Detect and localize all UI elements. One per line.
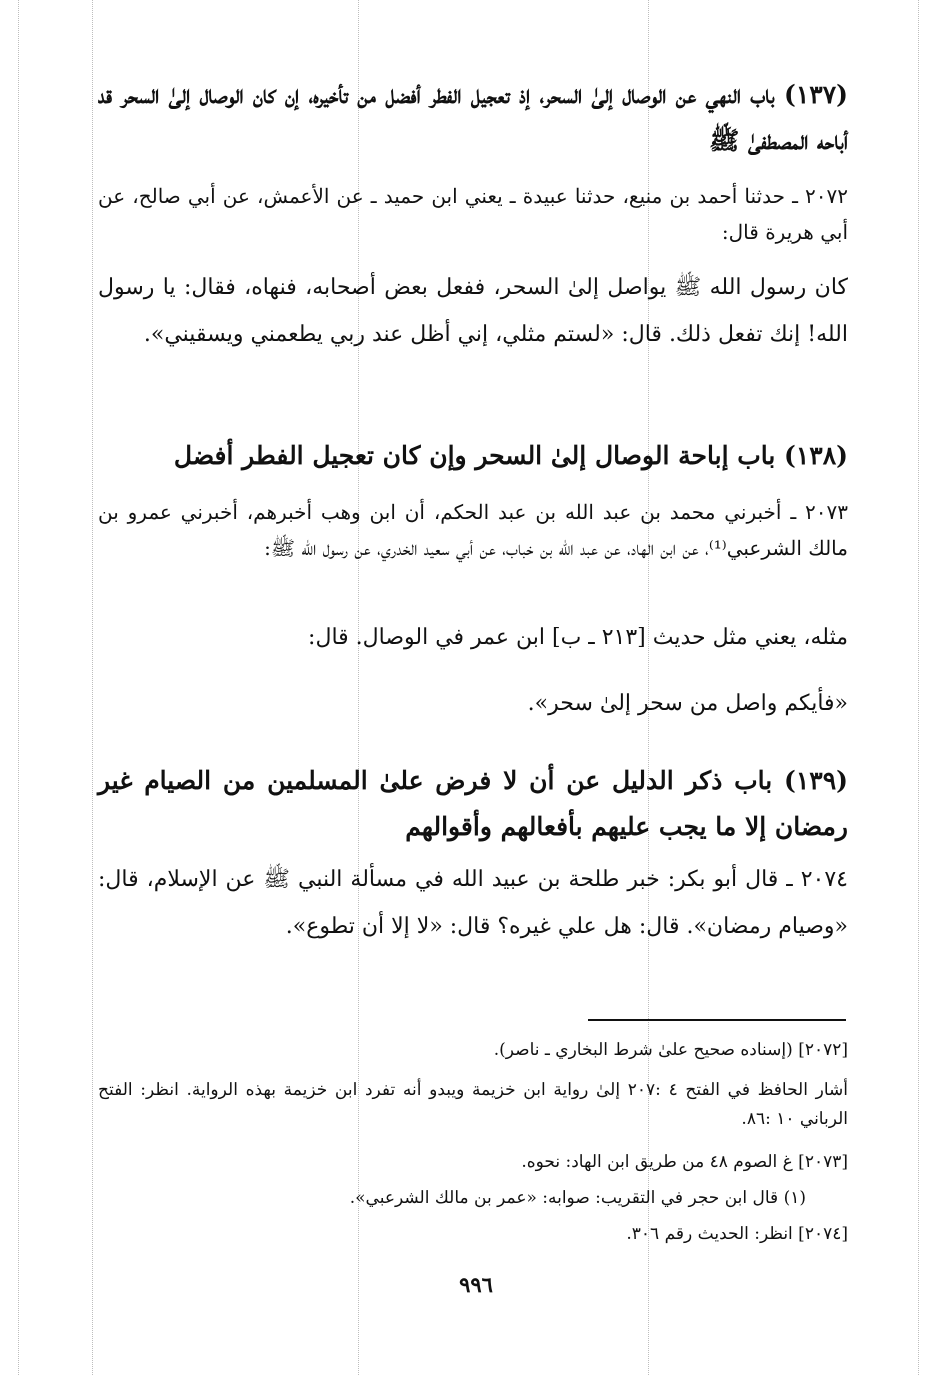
chapter-heading-139: (١٣٩) باب ذكر الدليل عن أن لا فرض علىٰ المسلمين من الصيام غير رمضان إلا ما يجب عليهم بأفعالهم وأقوالهم <box>98 766 848 841</box>
scan-artifact-line <box>18 0 19 1375</box>
hadith-isnad-2073: ٢٠٧٣ ـ أخبرني محمد بن عبد الله بن عبد الحكم، أن ابن وهب أخبرهم، أخبرني عمرو بن مالك الشرعبي⁽¹⁾، عن ابن الهاد، عن عبد الله بن خباب، عن أبي سعيد الخدري، عن رسول الله ﷺ: <box>98 500 848 560</box>
hadith-text-2072: كان رسول الله ﷺ يواصل إلىٰ السحر، ففعل بعض أصحابه، فنهاه، فقال: يا رسول الله! إنك تفعل ذلك. قال: «لستم مثلي، إني أظل عند ربي يطعمني ويسقيني». <box>98 275 848 347</box>
footnote-2074: [٢٠٧٤] انظر: الحديث رقم ٣٠٦. <box>626 1224 848 1244</box>
scan-artifact-line <box>918 0 919 1375</box>
hadith-isnad-2072: ٢٠٧٢ ـ حدثنا أحمد بن منيع، حدثنا عبيدة ـ يعني ابن حميد ـ عن الأعمش، عن أبي صالح، عن أبي هريرة قال: <box>98 184 848 244</box>
chapter-heading-138: (١٣٨) باب إباحة الوصال إلىٰ السحر وإن كان تعجيل الفطر أفضل <box>173 441 848 470</box>
footnote-2072-detail: أشار الحافظ في الفتح ٤ :٢٠٧ إلىٰ رواية ابن خزيمة ويبدو أنه تفرد ابن خزيمة بهذه الرواية. انظر: الفتح الرباني ١٠ :٨٦. <box>98 1080 848 1129</box>
footnote-2072: [٢٠٧٢] (إسناده صحيح علىٰ شرط البخاري ـ ناصر). <box>493 1040 848 1060</box>
page-number: ٩٩٦ <box>459 1272 493 1297</box>
footnote-2073-1: (١) قال ابن حجر في التقريب: صوابه: «عمر بن مالك الشرعبي». <box>349 1188 806 1208</box>
hadith-text-2073: مثله، يعني مثل حديث [٢١٣ ـ ب] ابن عمر في الوصال. قال: <box>308 625 848 650</box>
scan-artifact-line <box>92 0 93 1375</box>
chapter-heading-137: (١٣٧) باب النهي عن الوصال إلىٰ السحر، إذ تعجيل الفطر أفضل من تأخيره، إن كان الوصال إلىٰ السحر قد أباحه المصطفىٰ ﷺ <box>98 80 848 155</box>
footnote-2073: [٢٠٧٣] غ الصوم ٤٨ من طريق ابن الهاد: نحوه. <box>521 1152 848 1172</box>
hadith-matn-2073: «فأيكم واصل من سحر إلىٰ سحر». <box>527 691 848 716</box>
footnote-divider <box>588 1019 846 1021</box>
hadith-text-2074: ٢٠٧٤ ـ قال أبو بكر: خبر طلحة بن عبيد الله في مسألة النبي ﷺ عن الإسلام، قال: «وصيام رمضان». قال: هل علي غيره؟ قال: «لا إلا أن تطوع». <box>98 867 848 939</box>
